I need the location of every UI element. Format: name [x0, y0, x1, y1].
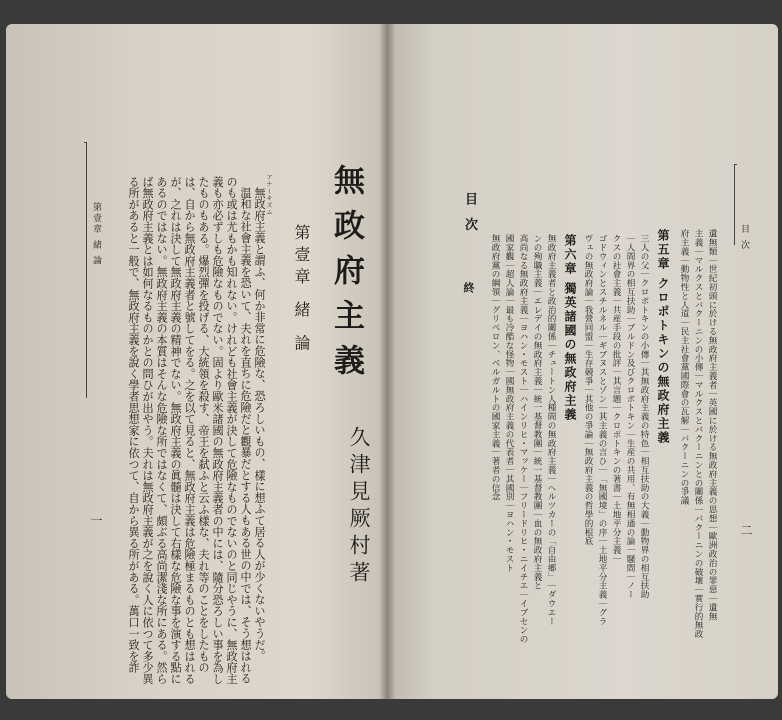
toc-line: 國家觀｜超人論｜最も冷酷な怪物｜國無政府主義の代表者｜其國別｜ヨハン・モスト [504, 234, 514, 573]
toc-line: 三人の父｜クロポトキンの小傳｜其無政府主義の特色｜相互扶助の大義｜動物界の相互扶助 [639, 234, 649, 599]
left-page-number: 一 [89, 514, 103, 526]
book-title: 無政府主義 [328, 164, 364, 389]
toc-line: ゴドウィンとスチルネル｜ギブヌスとゾン｜其主義の言ひ｜「無國境」の序｜土地平分主義｜グラ [597, 234, 607, 626]
body-text [98, 176, 266, 686]
running-header: 第壹章 緒 論 [91, 202, 101, 267]
toc-heading: 目 次 [462, 192, 477, 235]
running-header-right: 目 次 [739, 224, 749, 251]
right-page-number: 二 [739, 524, 753, 536]
toc-line: ヴェの無政府論｜我營同盟｜生存競爭｜其他の爭論｜無政府主義の哲學的根底 [583, 234, 593, 546]
ruby-annotation: アナーキズム [265, 174, 272, 216]
toc-line: ンの殉職主義｜エレデイの無政府主義｜統一基督教團｜統一基督教團｜血の無政府主義と [532, 234, 542, 590]
right-page [386, 24, 778, 699]
gutter-shadow [380, 24, 394, 699]
toc-end: 終 [462, 282, 475, 297]
toc-line: クスの社會主義｜共産手段の批評｜其言題｜クロポトキンの著書｜土地平分主義｜ [611, 234, 621, 564]
toc-line: 遺無類｜世紀初頭に於ける無政府主義者｜英國に於ける無政府主義の思想｜歐洲政治の罪惡｜遺無 [707, 229, 717, 621]
header-frame-right [734, 164, 737, 245]
toc-line: 主義｜マルクスとバクーニンの小傳｜マルクスとバクーニンとの關係｜バクーニンの破壞｜實行的無政 [693, 229, 703, 639]
toc-line: 高尚なる無政府主義｜ヨハン・モスト｜ハインリヒ・マッケー｜フリードリヒ・ニイチエ｜イブセンの [518, 234, 528, 644]
toc-line: 無政府黨の綱領｜グリペロン、ベルガルトの國家主義｜著者の信念 [490, 234, 500, 501]
toc-line: 無政府主義者と政治的關係｜チュートン人種間の無政府主義｜ヘルツカーの「自由郷」｜ダウエー [546, 234, 556, 626]
paragraph: 無政府主義と謂ふ、何か非常に危險な、恐ろしいもの、樣に想ふて居る人が少くないやうだ。 [253, 187, 266, 662]
left-page [6, 24, 386, 699]
author-name: 久津見厥村著 [347, 426, 371, 588]
paragraph: 温和な社會主義を恐いて、夫れを直ちに危險だと觀暴だとする人もある世の中では、そう想はれるのも或は尤もかも知れない。けれども社會主義が決して危險なものでないのと同じやうに、無政府主義も亦必ずしも危險なものでない。固より歐米諸國の無政府主義者の中には、隨分恐ろしい事を為したものもある。爆烈彈を投げる、大統領を殺す、帝王を弑ふと云ふ樣な、夫れ等のことをしたものは、自から無政府主義者と號してをる。之を以て見ると、無政府主義は危險極まるものとも想はれるが、之れは決して無政府主義の精神でない。無政府主義の眞髓は決して右樣な危險な事を演する點にあるのではない。無政府主義の本質はそんな危險な所ではなくて、頗ぶる高尚潔淺な所にある。然らば無政府主義とは如何なるものかとの問ひが出やう。夫れは無政府主義が之を說く人に依つて多少異る所があると一般で、無政府主義を說く學者思想家に依つて、自から異る所がある。萬口一致を詐 [127, 176, 252, 685]
toc-chapter-heading: 第六章 獨英諸國の無政府主義 [563, 234, 577, 423]
toc-chapter-heading: 第五章 クロポトキンの無政府主義 [656, 229, 670, 446]
book-spread [6, 4, 778, 716]
header-frame [84, 142, 87, 398]
toc-line: ｜人間界の相互扶助｜ブルドン及びクロポトキン｜生産の共用、有無相通の論｜騒間｜ノー [625, 234, 635, 599]
toc-line: 府主義｜動物性と人道｜民主社會黨國際會の瓦解｜バクーニンの爭議 [679, 229, 689, 505]
chapter-heading: 第壹章 緒 論 [292, 224, 311, 357]
